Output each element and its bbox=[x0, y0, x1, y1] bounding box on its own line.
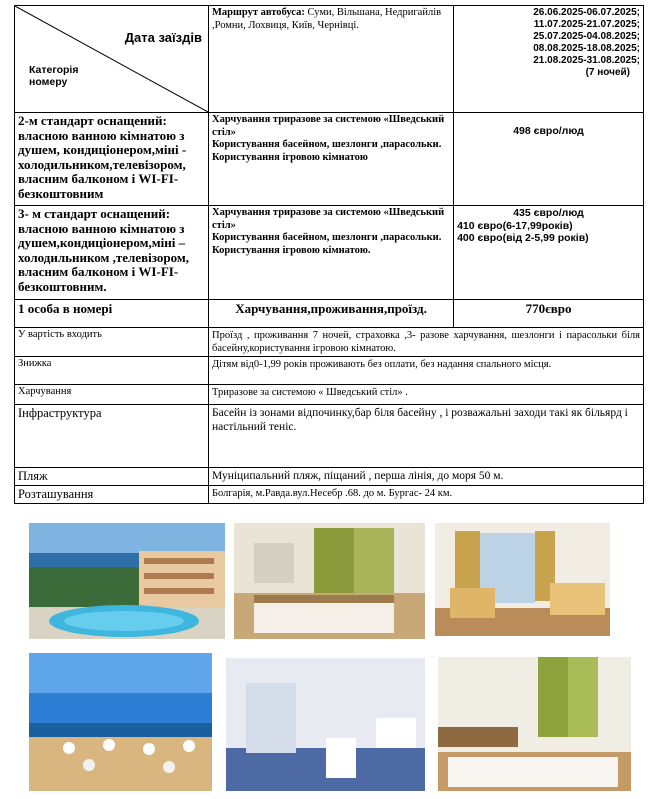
double-room-photo bbox=[234, 523, 425, 639]
info-label: Пляж bbox=[15, 468, 209, 486]
single-price: 770євро bbox=[454, 300, 644, 328]
room-price: 498 євро/люд bbox=[454, 113, 644, 206]
room-meals: Харчування триразове за системою «Шведський стіл» Користування басейном, шезлонги ,парасольки. Користування ігровою кімнатою bbox=[209, 113, 454, 206]
info-value: Муніципальний пляж, піщаний , перша лінія, до моря 50 м. bbox=[209, 468, 644, 486]
route-cities: Суми, Вільшана, Недригайлів ,Ромни, Лохвиця, Київ, Чернівці. bbox=[212, 7, 442, 31]
date-range: 21.08.2025-31.08.2025; bbox=[533, 55, 640, 66]
info-value: Дітям від0-1,99 років проживають без оплати, без надання спального місця. bbox=[209, 357, 644, 385]
info-row-discount bbox=[15, 357, 644, 385]
info-value: Триразове за системою « Шведський стіл» . bbox=[209, 385, 644, 405]
beach-photo bbox=[29, 653, 212, 791]
bathroom-photo bbox=[226, 658, 425, 791]
diagonal-line bbox=[15, 6, 208, 112]
tour-info-table bbox=[14, 5, 644, 504]
room-row-double bbox=[15, 113, 644, 206]
room-row-triple bbox=[15, 206, 644, 300]
price-adult: 435 євро/люд bbox=[513, 207, 584, 219]
living-room-photo bbox=[435, 523, 610, 636]
info-label: Харчування bbox=[15, 385, 209, 405]
info-value: Проїзд , проживання 7 ночей, страховка ,3- разове харчування, шезлонги і парасольки біля басейну,користування ігровою кімнатою. bbox=[209, 328, 644, 357]
date-range: 08.08.2025-18.08.2025; bbox=[533, 43, 640, 54]
info-label: У вартість входить bbox=[15, 328, 209, 357]
header-diagonal-cell bbox=[15, 6, 209, 113]
single-occupancy-row bbox=[15, 300, 644, 328]
price-teen: 410 євро(6-17,99років) bbox=[457, 219, 573, 232]
date-range: 25.07.2025-04.08.2025; bbox=[533, 31, 640, 42]
category-column-title: Категорія номеру bbox=[29, 64, 79, 88]
info-row-infrastructure bbox=[15, 405, 644, 468]
pool-photo bbox=[29, 523, 225, 639]
route-label: Маршрут автобуса: bbox=[212, 7, 305, 18]
room-category: 3- м стандарт оснащений: власною ванною кімнатою з душем,кондиціонером,міні – холодильником ,телевізором, власним балконом і WI-FI- безкоштовним. bbox=[15, 206, 209, 300]
room-meals: Харчування триразове за системою «Шведський стіл» Користування басейном, шезлонги ,парасольки. Користування ігровою кімнатою. bbox=[209, 206, 454, 300]
room-category: 2-м стандарт оснащений: власною ванною кімнатою з душем, кондиціонером,міні - холодильником,телевізором, власним балконом і WI-FI- безкоштовним bbox=[15, 113, 209, 206]
price-child: 400 євро(від 2-5,99 років) bbox=[457, 232, 589, 244]
bus-route-cell bbox=[209, 6, 454, 113]
single-label: 1 особа в номері bbox=[15, 300, 209, 328]
room-prices bbox=[454, 206, 644, 300]
info-row-location bbox=[15, 486, 644, 504]
info-value: Болгарія, м.Равда.вул.Несебр .68. до м. Бургас- 24 км. bbox=[209, 486, 644, 504]
date-range: 26.06.2025-06.07.2025; bbox=[533, 7, 640, 18]
dates-column-title: Дата заїздів bbox=[124, 30, 202, 45]
nights-count: (7 ночей) bbox=[585, 67, 630, 78]
bedroom-photo bbox=[438, 657, 631, 791]
info-row-beach bbox=[15, 468, 644, 486]
info-label: Знижка bbox=[15, 357, 209, 385]
info-value: Басейн із зонами відпочинку,бар біля басейну , і розважальні заходи такі як більярд і настільний теніс. bbox=[209, 405, 644, 468]
info-label: Розташування bbox=[15, 486, 209, 504]
header-row bbox=[15, 6, 644, 113]
date-range: 11.07.2025-21.07.2025; bbox=[533, 19, 640, 30]
dates-cell bbox=[454, 6, 644, 113]
single-desc: Харчування,проживання,проїзд. bbox=[209, 300, 454, 328]
info-label: Інфраструктура bbox=[15, 405, 209, 468]
info-row-included bbox=[15, 328, 644, 357]
info-row-meals bbox=[15, 385, 644, 405]
